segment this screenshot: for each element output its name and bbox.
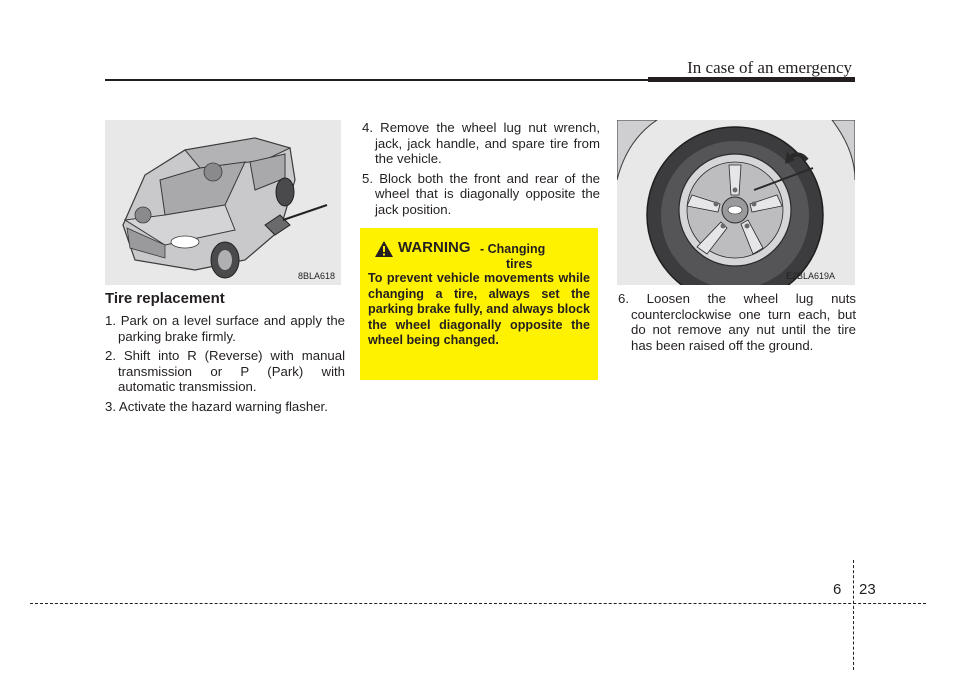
footer-divider bbox=[853, 560, 854, 670]
warning-body: To prevent vehicle movements while changing a tire, always set the parking brake fully, and always block the wheel diagonally opposite the wheel being changed. bbox=[368, 271, 590, 347]
warning-triangle-icon bbox=[374, 240, 394, 258]
figure-label-left: 8BLA618 bbox=[297, 271, 335, 281]
step-item: 2. Shift into R (Reverse) with manual transmission or P (Park) with automatic transmission. bbox=[105, 348, 345, 394]
step-item: 4. Remove the wheel lug nut wrench, jack, jack handle, and spare tire from the vehicle. bbox=[362, 120, 600, 166]
warning-subtitle: - Changing bbox=[480, 242, 546, 256]
footer-rule bbox=[30, 603, 926, 604]
car-on-jack-figure bbox=[105, 120, 341, 285]
warning-label: WARNING bbox=[398, 239, 471, 256]
warning-box bbox=[360, 228, 598, 380]
warning-subtitle-line2: tires bbox=[506, 257, 533, 271]
page-number: 23 bbox=[859, 581, 876, 598]
steps-column-2 bbox=[362, 120, 600, 221]
chapter-number: 6 bbox=[833, 581, 842, 598]
steps-column-1 bbox=[105, 313, 345, 418]
step-item: 1. Park on a level surface and apply the parking brake firmly. bbox=[105, 313, 345, 344]
wheel-wrench-figure bbox=[617, 120, 855, 285]
header-title: In case of an emergency bbox=[687, 58, 852, 77]
step-item: 3. Activate the hazard warning flasher. bbox=[105, 398, 328, 414]
car-on-jack-icon bbox=[105, 120, 341, 285]
steps-column-3 bbox=[618, 291, 856, 357]
header-rule-accent bbox=[648, 77, 855, 82]
wheel-lug-wrench-icon bbox=[617, 120, 855, 285]
step-item: 5. Block both the front and rear of the wheel that is diagonally opposite the jack position. bbox=[362, 170, 600, 217]
step-item: 6. Loosen the wheel lug nuts counterclockwise one turn each, but do not remove any nut until the tire has been raised off the ground. bbox=[618, 291, 856, 353]
section-title: Tire replacement bbox=[105, 290, 225, 307]
figure-label-right: E2BLA619A bbox=[785, 271, 835, 281]
